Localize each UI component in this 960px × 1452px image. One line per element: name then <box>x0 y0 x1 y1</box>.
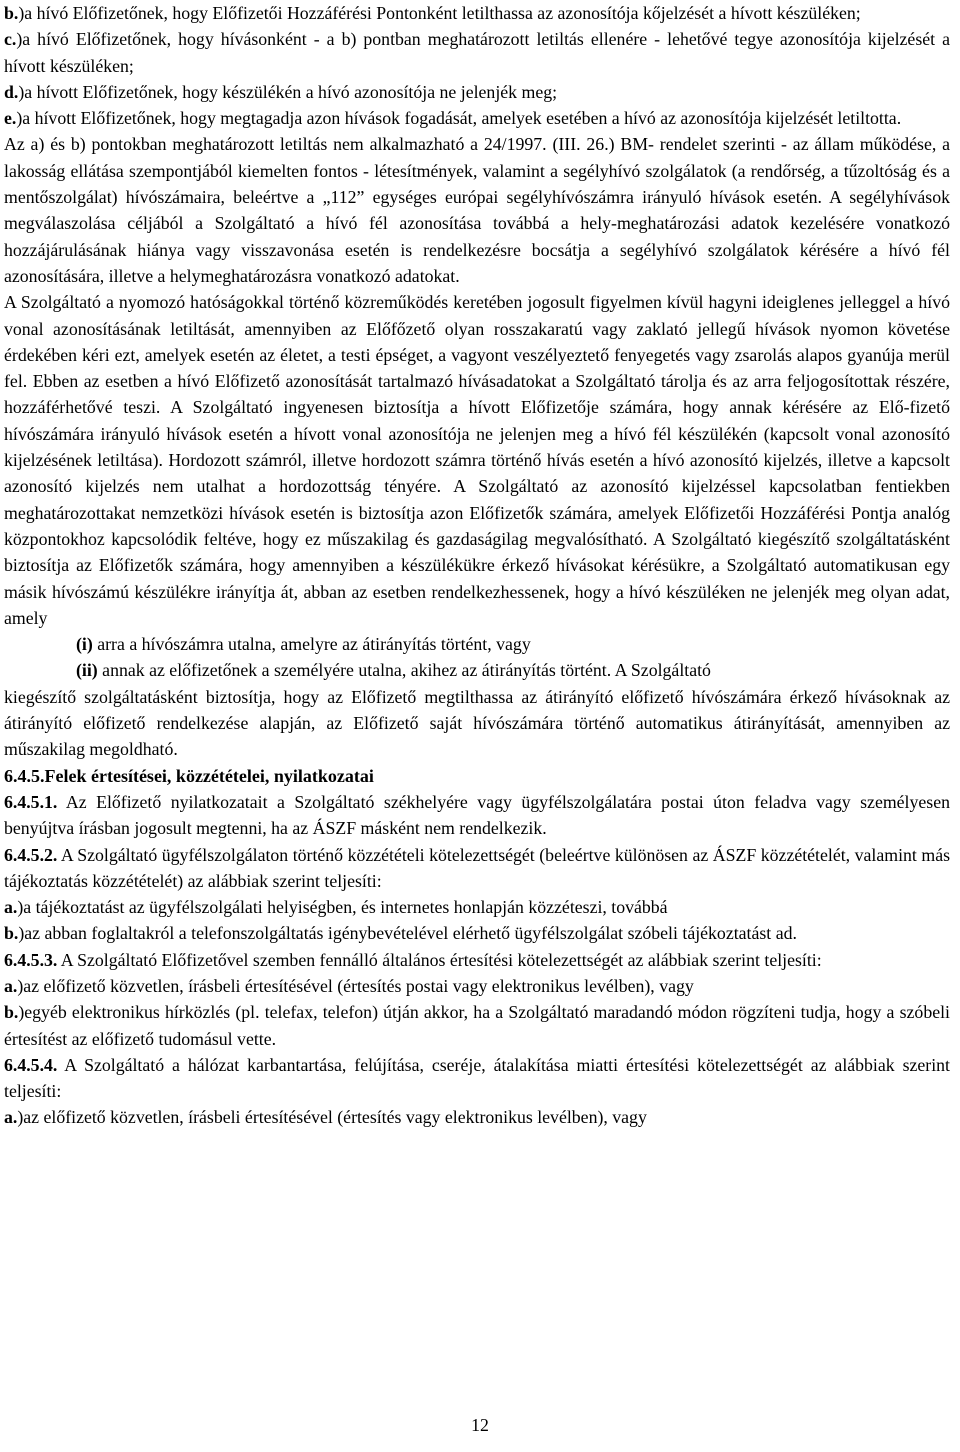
paragraph-marker: 6.4.5.2. <box>4 844 58 865</box>
paragraph-text: )az előfizető közvetlen, írásbeli értesítésével (értesítés vagy elektronikus levélben), vagy <box>17 1107 647 1128</box>
paragraph-text: arra a hívószámra utalna, amelyre az átirányítás történt, vagy <box>92 634 531 655</box>
paragraph-text: )az előfizető közvetlen, írásbeli értesítésével (értesítés postai vagy elektronikus levélben), vagy <box>17 975 694 996</box>
paragraph-text: A Szolgáltató ügyfélszolgálaton történő közzétételi kötelezettségét (beleértve különösen az ÁSZF közzétételét, valamint más tájékoztatás közzétételét) az alábbiak szerint teljesíti: <box>4 844 950 891</box>
paragraph <box>4 947 950 973</box>
paragraph <box>4 789 950 842</box>
paragraph <box>4 973 950 999</box>
paragraph <box>4 894 950 920</box>
paragraph <box>4 999 950 1052</box>
paragraph-marker: 6.4.5.4. <box>4 1054 58 1075</box>
paragraph <box>4 684 950 763</box>
paragraph <box>4 105 950 131</box>
paragraph <box>4 79 950 105</box>
paragraph-marker: (ii) <box>76 660 98 681</box>
paragraph <box>4 657 950 683</box>
paragraph-marker: c. <box>4 29 17 50</box>
paragraph-marker: a. <box>4 1107 18 1128</box>
paragraph-marker: b. <box>4 923 19 944</box>
paragraph-text: Az a) és b) pontokban meghatározott letiltás nem alkalmazható a 24/1997. (III. 26.) BM- rendelet szerinti - az állam működése, a lakosság ellátása szempontjából kiemelten fontos - létesítmények, valamint a segélyhívó szolgálatok (a rendőrség, a tűzoltóság és a mentőszolgálat) hívószámaira, beleértve a „112” egységes európai segélyhívószámra irányuló hívások esetén. A segélyhívások megválaszolása céljából a Szolgáltató a hívó fél azonosítása továbbá a hely-meghatározási adatok kezelésére vonatkozó hozzájárulásának hiánya vagy visszavonása esetén is rendelkezésre bocsátja a segélyhívó szolgálatok kérésére a hívó fél azonosítására, illetve a helymeghatározásra vonatkozó adatokat. <box>4 134 950 286</box>
page-number: 12 <box>471 1415 489 1435</box>
paragraph <box>4 842 950 895</box>
paragraph-marker: 6.4.5.1. <box>4 791 58 812</box>
paragraph-marker: (i) <box>76 634 93 655</box>
paragraph-marker: a. <box>4 975 18 996</box>
paragraph-text: )a hívó Előfizetőnek, hogy hívásonként - a b) pontban meghatározott letiltás ellenére - lehetővé tegye azonosítója kijelzését a hívott készüléken; <box>4 29 950 76</box>
paragraph-text: A Szolgáltató a nyomozó hatóságokkal történő közreműködés keretében jogosult figyelmen kívül hagyni ideiglenes jelleggel a hívó vonal azonosításának letiltását, amennyiben az Előfőzető olyan rosszakaratú vagy zaklató jellegű hívások nyomon követése érdekében kéri ezt, amelyek esetén az életet, a testi épséget, a vagyont veszélyeztető fenyegetés vagy zsarolás alapos gyanúja merül fel. Ebben az esetben a hívó Előfizető azonosítását tartalmazó hívásadatokat a Szolgáltató tárolja és az arra feljogosítottak részére, hozzáférhetővé teszi. A Szolgáltató ingyenesen biztosítja a hívott Előfizetője számára, hogy annak kérésére az Elő-fizető hívószámára irányuló hívások esetén a hívott vonal azonosítója ne jelenjen meg a hívó fél készülékén (kapcsolt vonal azonosító kijelzésének letiltása). Hordozott számról, illetve hordozott számra történő hívás esetén a hívó azonosító kijelzés, illetve a kapcsolt azonosító kijelzés nem utalhat a hordozottság tényére. A Szolgáltató az azonosító kijelzéssel kapcsolatban fentiekben meghatározottakat nemzetközi hívások esetén is biztosítja azon Előfizetők számára, amelyek Előfizetői Hozzáférési Pontja analóg központokhoz kapcsolódik feltéve, hogy ez műszakilag és gazdaságilag megvalósítható. A Szolgáltató kiegészítő szolgáltatásként biztosítja az Előfizetők számára, hogy amennyiben a készülékükre érkező hívásokat kérésükre, a Szolgáltató automatikusan egy másik hívószámú készülékre irányítja át, abban az esetben rendelkezhessenek, hogy a hívó készüléken ne jelenjék meg olyan adat, amely <box>4 292 950 628</box>
paragraph-marker: b. <box>4 3 19 23</box>
paragraph-text: annak az előfizetőnek a személyére utalna, akihez az átirányítás történt. A Szolgáltató <box>97 660 711 681</box>
paragraph-text: )a tájékoztatást az ügyfélszolgálati helyiségben, és internetes honlapján közzéteszi, továbbá <box>17 897 668 918</box>
paragraph-text: kiegészítő szolgáltatásként biztosítja, hogy az Előfizető megtilthassa az átirányító előfizető hívószámára érkező hívásoknak az átirányító előfizető rendelkezése alapján, az Előfizető saját hívószámára történő automatikus átirányítását, amennyiben az műszakilag megoldható. <box>4 686 950 760</box>
section-heading <box>4 763 950 789</box>
paragraph-text: A Szolgáltató Előfizetővel szemben fennálló általános értesítési kötelezettségét az alábbiak szerint teljesíti: <box>57 949 822 970</box>
paragraph-text: )egyéb elektronikus hírközlés (pl. telefax, telefon) útján akkor, ha a Szolgáltató maradandó módon rögzíteni tudja, hogy a szóbeli értesítést az előfizető tudomásul vette. <box>4 1002 950 1049</box>
paragraph-text: 6.4.5.Felek értesítései, közzétételei, nyilatkozatai <box>4 765 374 786</box>
paragraph <box>4 631 950 657</box>
paragraph-marker: a. <box>4 897 18 918</box>
document-body <box>4 0 950 1131</box>
paragraph-marker: d. <box>4 81 19 102</box>
paragraph-text: )a hívott Előfizetőnek, hogy készülékén a hívó azonosítója ne jelenjék meg; <box>18 81 558 102</box>
paragraph-text: )a hívott Előfizetőnek, hogy megtagadja azon hívások fogadását, amelyek esetében a hívó az azonosítója kijelzését letiltotta. <box>16 108 902 129</box>
paragraph-marker: e. <box>4 108 17 129</box>
paragraph <box>4 0 950 26</box>
paragraph-marker: b. <box>4 1002 19 1023</box>
paragraph <box>4 289 950 631</box>
paragraph-marker: 6.4.5.3. <box>4 949 58 970</box>
paragraph-text: A Szolgáltató a hálózat karbantartása, felújítása, cseréje, átalakítása miatti értesítési kötelezettségét az alábbiak szerint teljesíti: <box>4 1054 950 1102</box>
paragraph-text: Az Előfizető nyilatkozatait a Szolgáltató székhelyére vagy ügyfélszolgálatára postai úton feladva vagy személyesen benyújtva írásban jogosult megtenni, ha az ÁSZF másként nem rendelkezik. <box>4 791 950 839</box>
paragraph-text: )az abban foglaltakról a telefonszolgáltatás igénybevételével elérhető ügyfélszolgálat szóbeli tájékoztatást ad. <box>18 923 797 944</box>
paragraph <box>4 1052 950 1105</box>
paragraph <box>4 1104 950 1130</box>
paragraph <box>4 920 950 946</box>
paragraph-text: )a hívó Előfizetőnek, hogy Előfizetői Hozzáférési Pontonként letilthassa az azonosítója kőjelzését a hívott készüléken; <box>18 3 861 23</box>
paragraph <box>4 131 950 289</box>
paragraph <box>4 26 950 79</box>
